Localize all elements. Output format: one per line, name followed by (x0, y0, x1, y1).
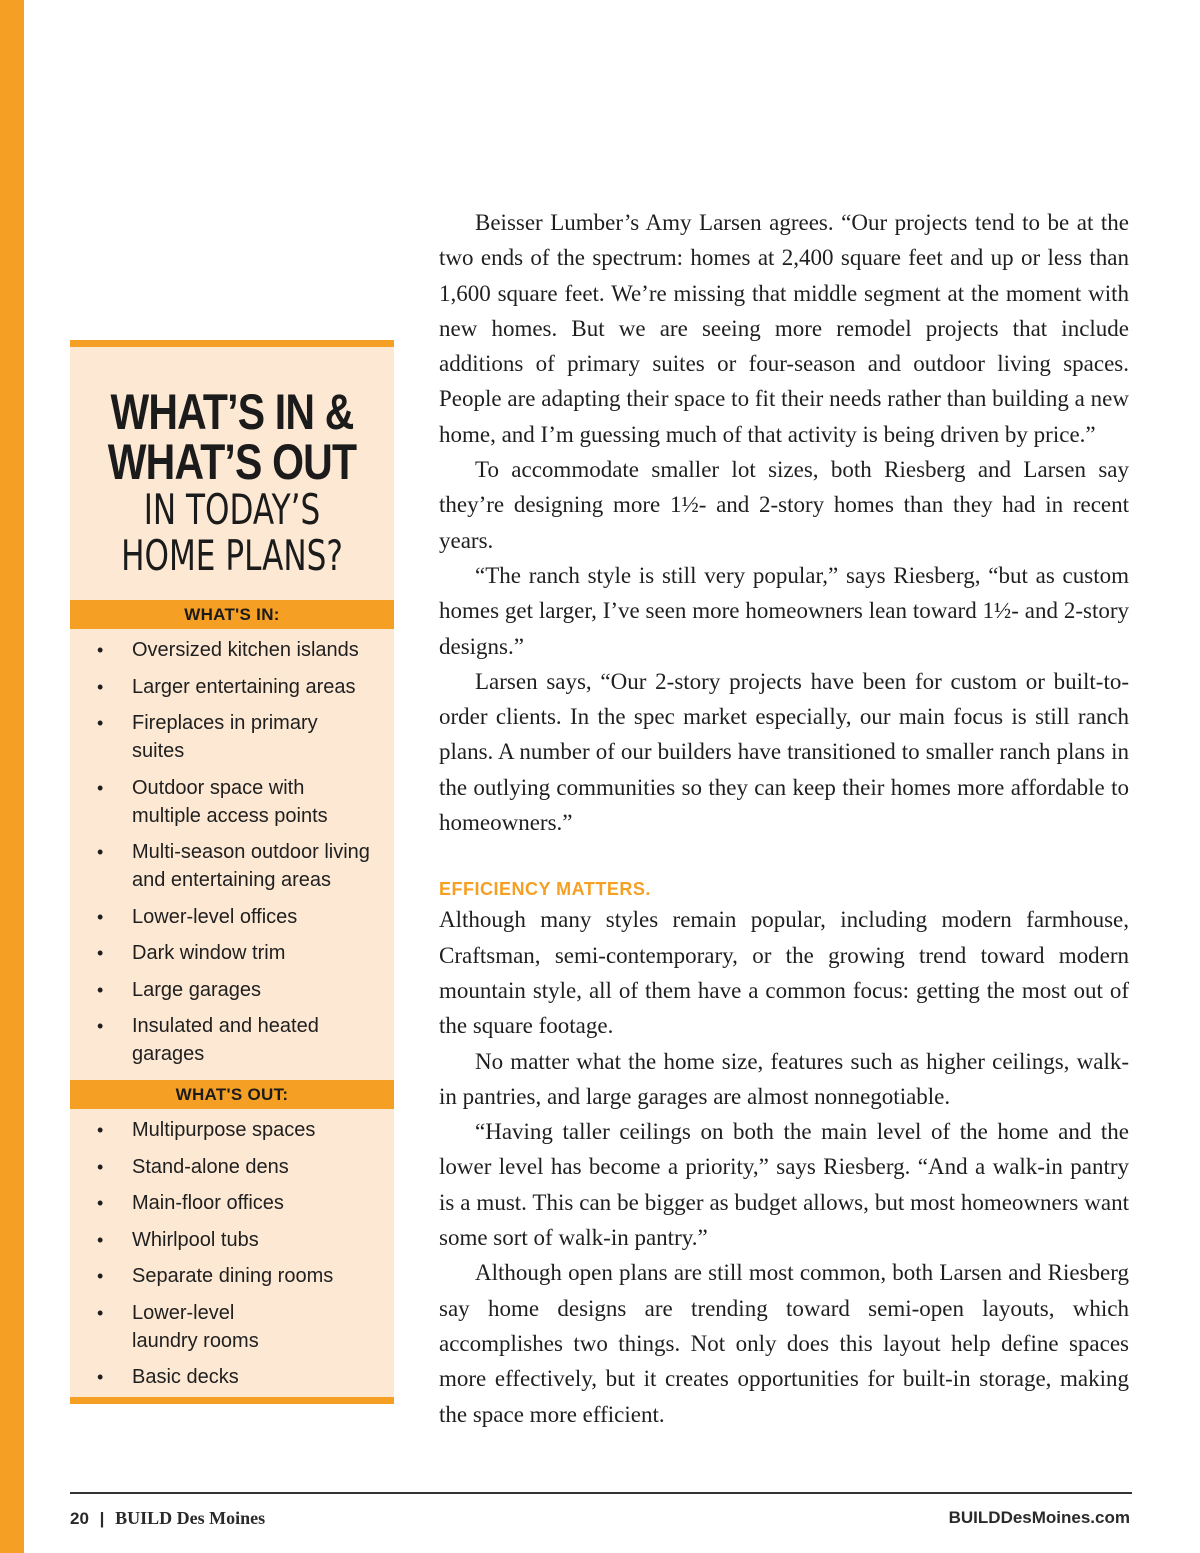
paragraph: Although many styles remain popular, including modern farmhouse, Craftsman, semi-contemporary, or the growing trend toward modern mountain style, all of them have a common focus: getting the most out of the square footage. (439, 907, 1129, 1039)
footer-folio (70, 1508, 265, 1529)
list-item: • Insulated and heated garages (97, 1015, 319, 1065)
paragraph: Although open plans are still most common, both Larsen and Riesberg say home designs are trending toward semi-open layouts, which accomplishes two things. Not only does this layout help define spaces more effectively, but it creates opportunities for built-in storage, making the space more efficient. (439, 1260, 1129, 1427)
list-item: • Dark window trim (97, 942, 286, 964)
website-link[interactable]: BUILDDesMoines.com (948, 1508, 1130, 1527)
paragraph: “Having taller ceilings on both the main level of the home and the lower level has become a priority,” says Riesberg. “And a walk-in pantry is a must. This can be bigger as budget allows, but most homeowners want some sort of walk-in pantry.” (439, 1119, 1129, 1251)
sidebar-title (70, 384, 394, 580)
list-item: • Separate dining rooms (97, 1265, 334, 1287)
paragraph: Larsen says, “Our 2-story projects have been for custom or built-to-order clients. In the spec market especially, our main focus is still ranch plans. A number of our builders have transitioned to smaller ranch plans in the outlying communities so they can keep their homes more affordable to homeowners.” (439, 668, 1129, 836)
paragraph: To accommodate smaller lot sizes, both Riesberg and Larsen say they’re designing more 1½- and 2-story homes than they had in recent years. (439, 457, 1129, 553)
list-item: • Stand-alone dens (97, 1155, 289, 1178)
sidebar-box (70, 340, 394, 1404)
whats-out-heading: WHAT'S OUT: (70, 1080, 394, 1109)
list-item: • Large garages (97, 978, 261, 1001)
list-item: • Lower-level offices (97, 905, 298, 928)
paragraph: No matter what the home size, features such as higher ceilings, walk-in pantries, and large garages are almost nonnegotiable. (439, 1048, 1129, 1109)
list-item: • Multi-season outdoor living and entertaining areas (97, 841, 370, 891)
paragraph: “The ranch style is still very popular,” says Riesberg, “but as custom homes get larger, I’ve seen more homeowners lean toward 1½- and 2-story designs.” (439, 562, 1129, 659)
list-item: • Larger entertaining areas (97, 675, 356, 698)
sidebar-title-line-3: IN TODAY’S (143, 485, 321, 534)
list-item: • Multipurpose spaces (97, 1119, 316, 1141)
paragraph: Beisser Lumber’s Amy Larsen agrees. “Our projects tend to be at the two ends of the spectrum: homes at 2,400 square feet and up or less than 1,600 square feet. We’re missing that middle segment at the moment with new homes. But we are seeing more remodel projects that include additions of primary suites or four-season and outdoor living spaces. People are adapting their space to fit their needs rather than building a new home, and I’m guessing much of that activity is being driven by price.” (439, 210, 1129, 447)
page-edge-stripe (0, 0, 24, 1553)
article-body (439, 205, 1129, 1432)
whats-in-heading: WHAT'S IN: (70, 600, 394, 629)
publication-name: BUILD Des Moines (115, 1508, 266, 1528)
whats-in-list (70, 636, 394, 1068)
whats-out-list (70, 1116, 394, 1391)
folio-separator: | (99, 1509, 105, 1528)
list-item: • Basic decks (97, 1366, 239, 1388)
sidebar-title-line-2: WHAT’S OUT (107, 434, 357, 490)
page-number: 20 (70, 1509, 89, 1528)
list-item: • Lower-level laundry rooms (97, 1301, 259, 1352)
sidebar-title-line-4: HOME PLANS? (121, 531, 343, 580)
list-item: • Outdoor space with multiple access points (97, 776, 328, 827)
sidebar-title-line-1: WHAT’S IN & (110, 384, 354, 440)
list-item: • Whirlpool tubs (97, 1228, 259, 1251)
section-heading: EFFICIENCY MATTERS. (439, 879, 651, 900)
list-item: • Oversized kitchen islands (97, 639, 359, 661)
footer-divider (70, 1492, 1132, 1494)
list-item: • Fireplaces in primary suites (97, 712, 318, 762)
list-item: • Main-floor offices (97, 1192, 284, 1214)
